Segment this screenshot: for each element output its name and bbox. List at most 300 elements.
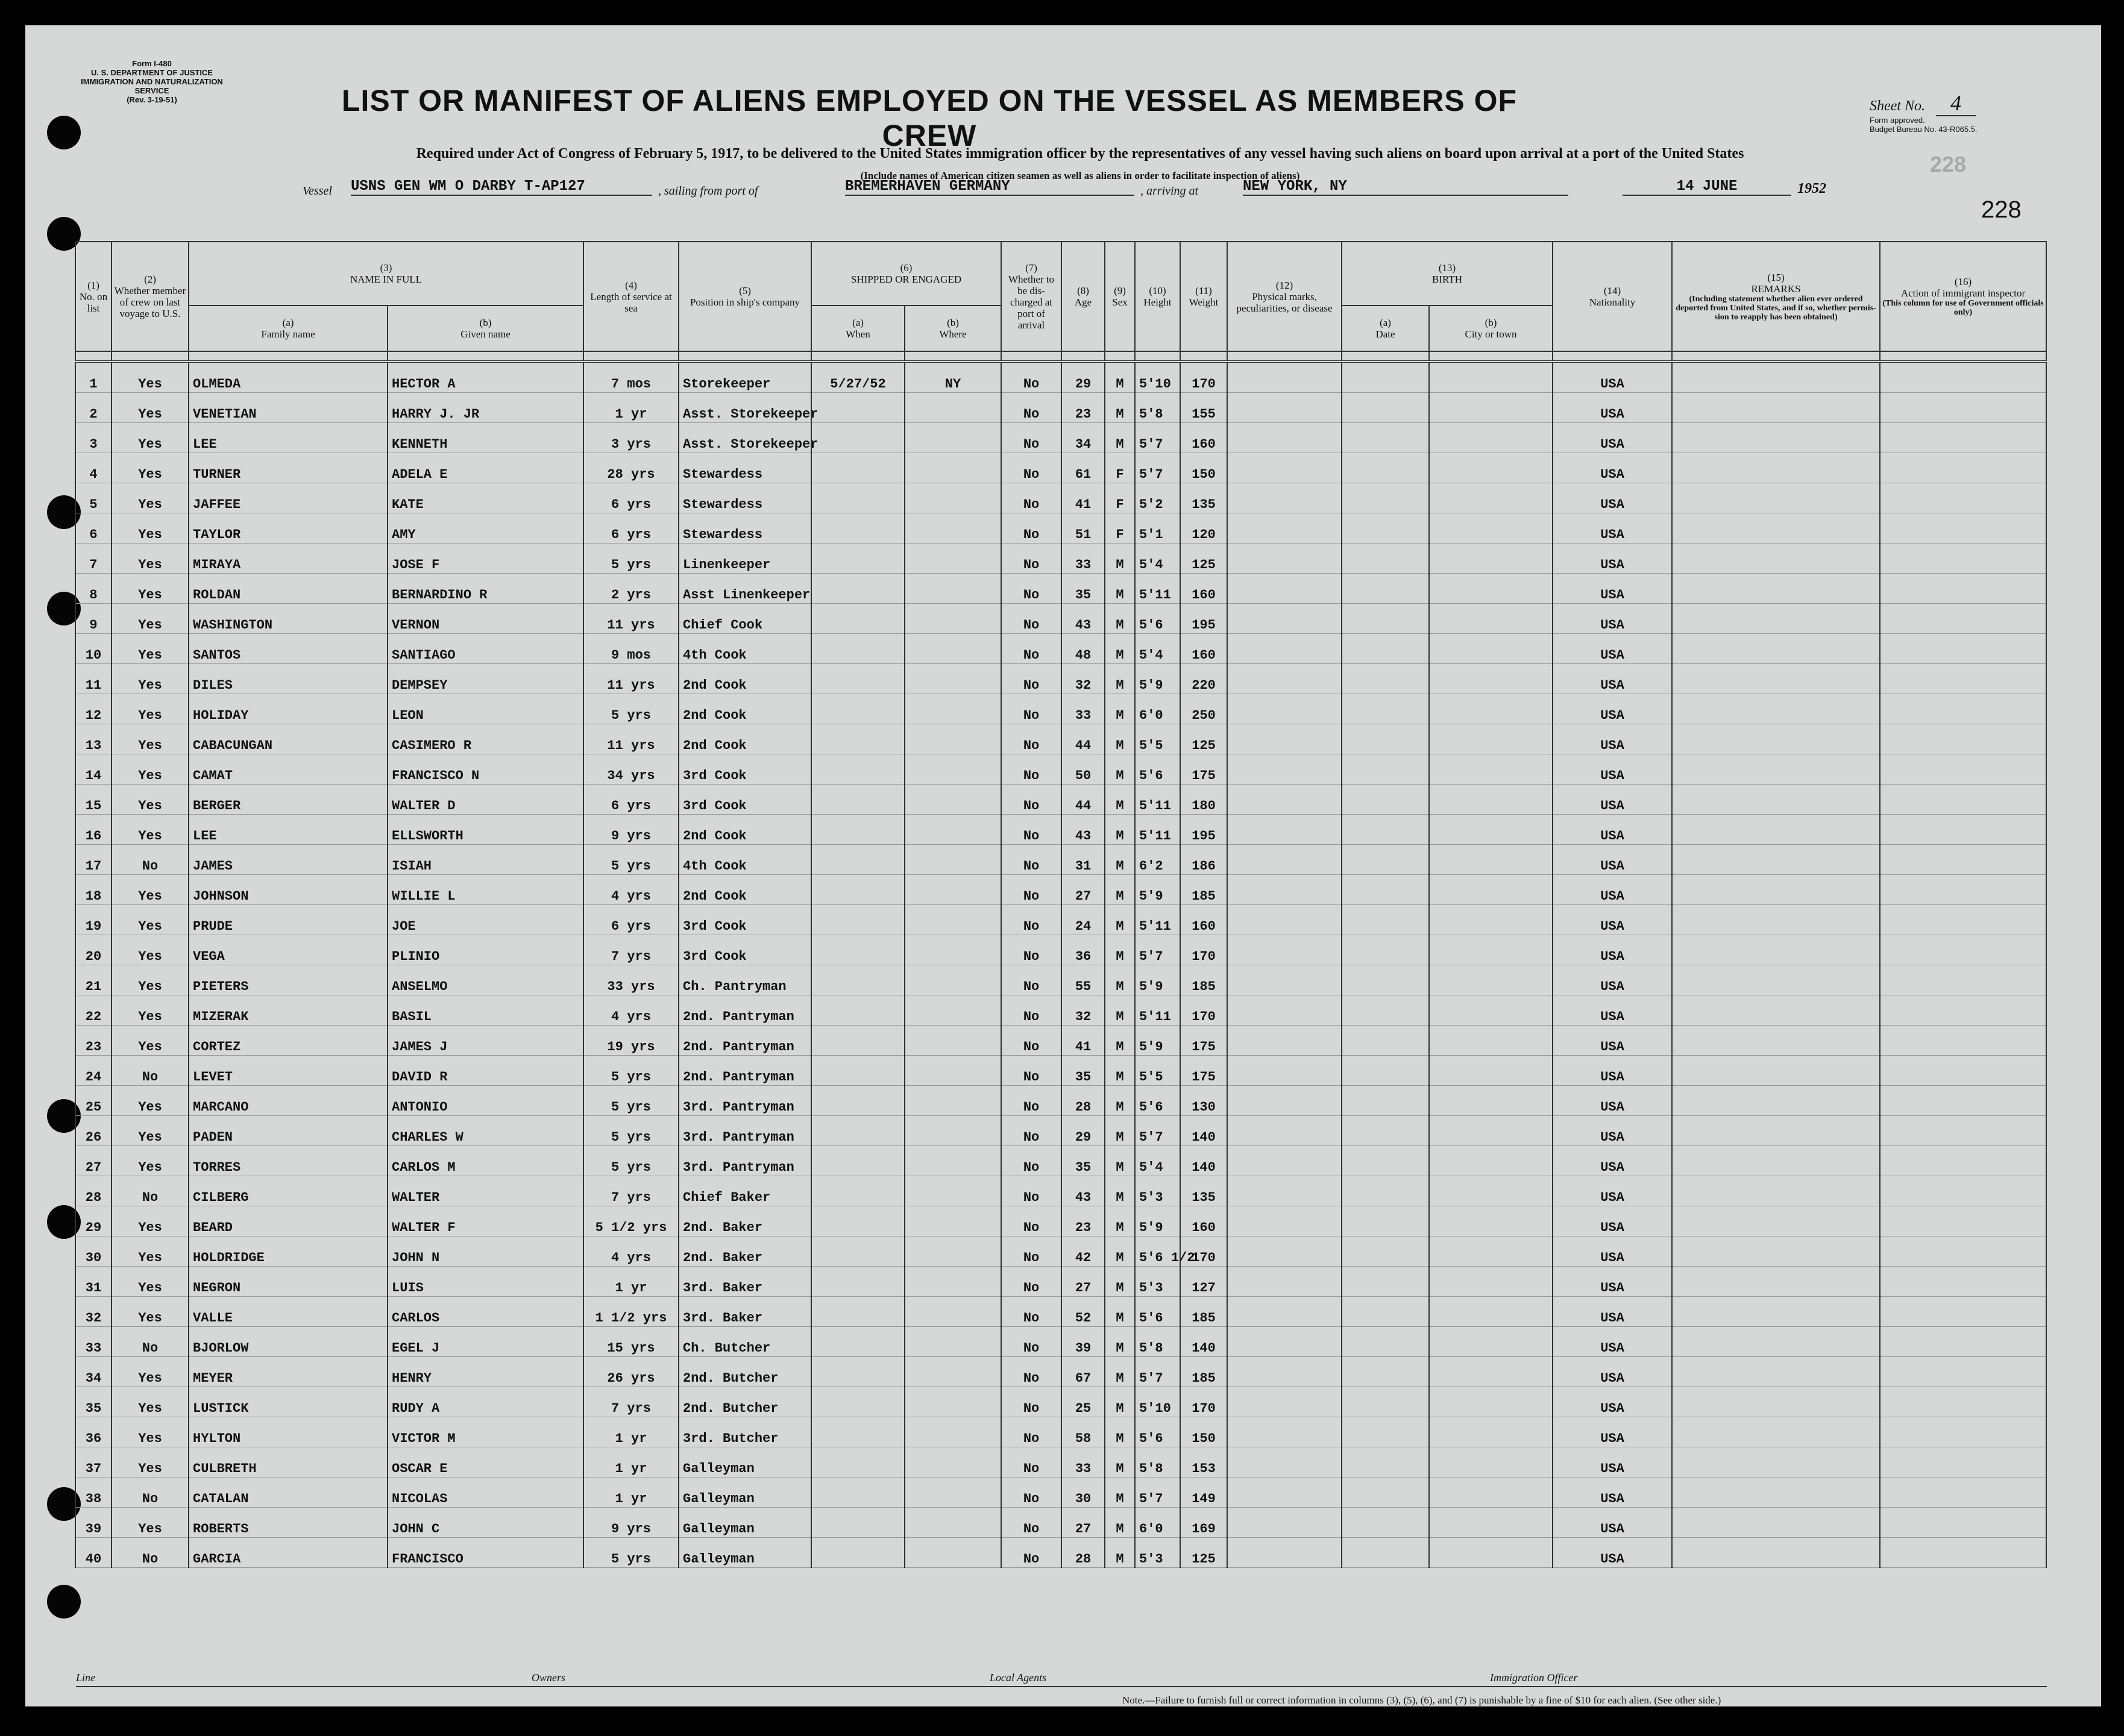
cell-service-length: 7 yrs <box>583 935 679 965</box>
table-row <box>75 694 2046 724</box>
cell-remarks <box>1672 1236 1880 1267</box>
cell-last-voyage: Yes <box>112 362 189 393</box>
footer-owners-label: Owners <box>532 1672 566 1684</box>
cell-birth-city <box>1429 965 1553 995</box>
cell-discharge: No <box>1001 1206 1061 1236</box>
cell-age: 61 <box>1061 453 1105 483</box>
cell-birth-city <box>1429 1146 1553 1176</box>
document-title: LIST OR MANIFEST OF ALIENS EMPLOYED ON THE VESSEL AS MEMBERS OF CREW <box>341 84 1518 152</box>
cell-physical-marks <box>1227 845 1342 875</box>
cell-inspector-action <box>1880 1236 2046 1267</box>
cell-shipped-where <box>905 604 1001 634</box>
cell-remarks <box>1672 1477 1880 1508</box>
cell-shipped-when <box>811 1146 905 1176</box>
sheet-number-field <box>1870 90 1976 116</box>
cell-discharge: No <box>1001 574 1061 604</box>
cell-service-length: 5 yrs <box>583 1538 679 1568</box>
cell-sex: M <box>1105 1508 1135 1538</box>
cell-list-number: 33 <box>75 1327 112 1357</box>
arrival-date: 14 JUNE <box>1623 178 1791 196</box>
col-weight: (11) Weight <box>1180 242 1227 351</box>
cell-remarks <box>1672 1508 1880 1538</box>
cell-inspector-action <box>1880 875 2046 905</box>
cell-weight: 185 <box>1180 1297 1227 1327</box>
cell-inspector-action <box>1880 544 2046 574</box>
cell-service-length: 34 yrs <box>583 754 679 785</box>
cell-height: 5'6 <box>1135 754 1180 785</box>
cell-birth-city <box>1429 1026 1553 1056</box>
cell-physical-marks <box>1227 1387 1342 1417</box>
cell-service-length: 11 yrs <box>583 664 679 694</box>
table-row <box>75 393 2046 423</box>
cell-weight: 250 <box>1180 694 1227 724</box>
cell-given-name: OSCAR E <box>388 1447 583 1477</box>
cell-remarks <box>1672 1146 1880 1176</box>
cell-discharge: No <box>1001 1176 1061 1206</box>
cell-birth-city <box>1429 634 1553 664</box>
vessel-name: USNS GEN WM O DARBY T-AP127 <box>351 178 652 196</box>
cell-weight: 135 <box>1180 483 1227 513</box>
cell-given-name: NICOLAS <box>388 1477 583 1508</box>
cell-birth-date <box>1342 1447 1429 1477</box>
cell-remarks <box>1672 1327 1880 1357</box>
cell-shipped-when <box>811 1357 905 1387</box>
cell-list-number: 6 <box>75 513 112 544</box>
cell-sex: M <box>1105 1327 1135 1357</box>
cell-shipped-where: NY <box>905 362 1001 393</box>
cell-nationality: USA <box>1553 754 1672 785</box>
cell-inspector-action <box>1880 815 2046 845</box>
cell-nationality: USA <box>1553 965 1672 995</box>
legal-authority: Required under Act of Congress of February 5, 1917, to be delivered to the United States immigration officer by the representatives of any vessel having such aliens on board upon arrival at a port of the United States <box>416 146 1744 161</box>
cell-height: 5'7 <box>1135 423 1180 453</box>
cell-position: 2nd. Pantryman <box>679 995 811 1026</box>
cell-list-number: 37 <box>75 1447 112 1477</box>
cell-family-name: MEYER <box>189 1357 388 1387</box>
cell-birth-date <box>1342 423 1429 453</box>
cell-shipped-when <box>811 513 905 544</box>
cell-last-voyage: Yes <box>112 423 189 453</box>
cell-remarks <box>1672 1297 1880 1327</box>
cell-birth-date <box>1342 815 1429 845</box>
table-row <box>75 1236 2046 1267</box>
cell-weight: 160 <box>1180 634 1227 664</box>
cell-weight: 186 <box>1180 845 1227 875</box>
cell-weight: 160 <box>1180 574 1227 604</box>
cell-shipped-when <box>811 604 905 634</box>
table-row <box>75 1086 2046 1116</box>
cell-birth-date <box>1342 1116 1429 1146</box>
cell-height: 6'0 <box>1135 1508 1180 1538</box>
cell-sex: M <box>1105 754 1135 785</box>
cell-height: 5'1 <box>1135 513 1180 544</box>
cell-discharge: No <box>1001 1477 1061 1508</box>
cell-weight: 153 <box>1180 1447 1227 1477</box>
cell-inspector-action <box>1880 965 2046 995</box>
cell-birth-date <box>1342 1146 1429 1176</box>
cell-shipped-where <box>905 875 1001 905</box>
cell-service-length: 9 mos <box>583 634 679 664</box>
cell-age: 32 <box>1061 995 1105 1026</box>
table-row <box>75 1357 2046 1387</box>
cell-list-number: 34 <box>75 1357 112 1387</box>
header-separator <box>75 351 2046 362</box>
col-family-name: (a) Family name <box>189 306 388 351</box>
cell-discharge: No <box>1001 634 1061 664</box>
cell-service-length: 28 yrs <box>583 453 679 483</box>
cell-discharge: No <box>1001 845 1061 875</box>
table-row <box>75 1477 2046 1508</box>
cell-inspector-action <box>1880 905 2046 935</box>
cell-last-voyage: Yes <box>112 604 189 634</box>
footer-line-label: Line <box>76 1672 96 1684</box>
cell-discharge: No <box>1001 724 1061 754</box>
cell-weight: 175 <box>1180 754 1227 785</box>
cell-last-voyage: Yes <box>112 1116 189 1146</box>
table-row <box>75 1387 2046 1417</box>
cell-family-name: BJORLOW <box>189 1327 388 1357</box>
cell-birth-city <box>1429 1357 1553 1387</box>
cell-family-name: OLMEDA <box>189 362 388 393</box>
cell-shipped-when <box>811 1206 905 1236</box>
cell-age: 41 <box>1061 483 1105 513</box>
col-sex: (9) Sex <box>1105 242 1135 351</box>
cell-position: 3rd Cook <box>679 935 811 965</box>
col-physical-marks: (12) Physical marks, peculiarities, or disease <box>1227 242 1342 351</box>
cell-position: 2nd Cook <box>679 724 811 754</box>
cell-physical-marks <box>1227 664 1342 694</box>
cell-birth-city <box>1429 604 1553 634</box>
budget-approval <box>1870 116 2087 134</box>
cell-height: 5'11 <box>1135 995 1180 1026</box>
cell-remarks <box>1672 785 1880 815</box>
cell-shipped-where <box>905 1026 1001 1056</box>
cell-age: 23 <box>1061 1206 1105 1236</box>
cell-inspector-action <box>1880 1146 2046 1176</box>
cell-sex: M <box>1105 1116 1135 1146</box>
crew-manifest-table <box>75 241 2047 1568</box>
table-row <box>75 1538 2046 1568</box>
cell-position: Chief Cook <box>679 604 811 634</box>
cell-shipped-where <box>905 634 1001 664</box>
cell-position: 2nd. Baker <box>679 1236 811 1267</box>
cell-shipped-when <box>811 754 905 785</box>
cell-weight: 220 <box>1180 664 1227 694</box>
cell-position: 3rd Cook <box>679 754 811 785</box>
cell-weight: 125 <box>1180 724 1227 754</box>
cell-list-number: 3 <box>75 423 112 453</box>
cell-sex: M <box>1105 574 1135 604</box>
cell-last-voyage: Yes <box>112 1206 189 1236</box>
cell-weight: 185 <box>1180 875 1227 905</box>
cell-birth-date <box>1342 574 1429 604</box>
table-row <box>75 544 2046 574</box>
cell-inspector-action <box>1880 1086 2046 1116</box>
table-row <box>75 1056 2046 1086</box>
cell-remarks <box>1672 483 1880 513</box>
cell-birth-city <box>1429 513 1553 544</box>
cell-given-name: KENNETH <box>388 423 583 453</box>
cell-list-number: 8 <box>75 574 112 604</box>
cell-shipped-where <box>905 965 1001 995</box>
cell-sex: F <box>1105 483 1135 513</box>
cell-nationality: USA <box>1553 513 1672 544</box>
cell-height: 5'5 <box>1135 724 1180 754</box>
cell-birth-city <box>1429 724 1553 754</box>
cell-height: 5'9 <box>1135 875 1180 905</box>
cell-sex: M <box>1105 1176 1135 1206</box>
cell-birth-date <box>1342 1327 1429 1357</box>
revision-date: (Rev. 3-19-51) <box>127 95 177 104</box>
table-row <box>75 362 2046 393</box>
cell-given-name: KATE <box>388 483 583 513</box>
cell-inspector-action <box>1880 754 2046 785</box>
cell-family-name: GARCIA <box>189 1538 388 1568</box>
cell-given-name: SANTIAGO <box>388 634 583 664</box>
cell-age: 35 <box>1061 1056 1105 1086</box>
cell-remarks <box>1672 1387 1880 1417</box>
cell-remarks <box>1672 935 1880 965</box>
cell-position: Stewardess <box>679 483 811 513</box>
cell-shipped-where <box>905 1417 1001 1447</box>
cell-birth-city <box>1429 574 1553 604</box>
cell-inspector-action <box>1880 1477 2046 1508</box>
cell-nationality: USA <box>1553 815 1672 845</box>
cell-service-length: 6 yrs <box>583 785 679 815</box>
cell-shipped-when <box>811 1447 905 1477</box>
cell-birth-city <box>1429 453 1553 483</box>
cell-list-number: 10 <box>75 634 112 664</box>
cell-birth-city <box>1429 875 1553 905</box>
cell-sex: F <box>1105 513 1135 544</box>
table-row <box>75 1327 2046 1357</box>
cell-last-voyage: No <box>112 1327 189 1357</box>
cell-birth-city <box>1429 845 1553 875</box>
cell-discharge: No <box>1001 1357 1061 1387</box>
cell-height: 5'2 <box>1135 483 1180 513</box>
sheet-number: 4 <box>1936 91 1976 116</box>
cell-sex: M <box>1105 544 1135 574</box>
cell-birth-city <box>1429 1236 1553 1267</box>
cell-height: 5'8 <box>1135 1447 1180 1477</box>
cell-list-number: 20 <box>75 935 112 965</box>
cell-birth-city <box>1429 1116 1553 1146</box>
cell-weight: 155 <box>1180 393 1227 423</box>
cell-given-name: AMY <box>388 513 583 544</box>
cell-service-length: 4 yrs <box>583 1236 679 1267</box>
cell-weight: 120 <box>1180 513 1227 544</box>
cell-physical-marks <box>1227 1206 1342 1236</box>
cell-shipped-where <box>905 453 1001 483</box>
col-age: (8) Age <box>1061 242 1105 351</box>
cell-birth-city <box>1429 362 1553 393</box>
cell-age: 55 <box>1061 965 1105 995</box>
cell-discharge: No <box>1001 694 1061 724</box>
cell-weight: 195 <box>1180 815 1227 845</box>
cell-service-length: 5 yrs <box>583 845 679 875</box>
cell-shipped-when <box>811 1508 905 1538</box>
cell-last-voyage: No <box>112 1477 189 1508</box>
cell-inspector-action <box>1880 1176 2046 1206</box>
cell-physical-marks <box>1227 785 1342 815</box>
cell-inspector-action <box>1880 483 2046 513</box>
cell-family-name: NEGRON <box>189 1267 388 1297</box>
cell-nationality: USA <box>1553 483 1672 513</box>
table-row <box>75 604 2046 634</box>
cell-shipped-when <box>811 845 905 875</box>
footer-immigration-officer-label: Immigration Officer <box>1490 1672 1578 1684</box>
cell-height: 6'2 <box>1135 845 1180 875</box>
cell-age: 43 <box>1061 604 1105 634</box>
cell-shipped-when <box>811 483 905 513</box>
table-row <box>75 1508 2046 1538</box>
cell-birth-date <box>1342 664 1429 694</box>
cell-last-voyage: Yes <box>112 393 189 423</box>
footer-note: Note.—Failure to furnish full or correct information in columns (3), (5), (6), and (7) is punishable by a fine of $10 for each alien. (See other side.) <box>1122 1694 1721 1706</box>
cell-list-number: 1 <box>75 362 112 393</box>
table-row <box>75 1116 2046 1146</box>
cell-shipped-when <box>811 453 905 483</box>
col-name-in-full: (3) NAME IN FULL <box>189 242 583 306</box>
cell-birth-city <box>1429 1477 1553 1508</box>
cell-list-number: 36 <box>75 1417 112 1447</box>
budget-bureau-text: Budget Bureau No. 43-R065.5. <box>1870 125 1978 134</box>
cell-list-number: 24 <box>75 1056 112 1086</box>
col-birth-city: (b) City or town <box>1429 306 1553 351</box>
table-row <box>75 634 2046 664</box>
cell-family-name: CORTEZ <box>189 1026 388 1056</box>
cell-physical-marks <box>1227 1538 1342 1568</box>
cell-shipped-where <box>905 995 1001 1026</box>
cell-nationality: USA <box>1553 845 1672 875</box>
cell-birth-date <box>1342 453 1429 483</box>
cell-nationality: USA <box>1553 1116 1672 1146</box>
cell-list-number: 26 <box>75 1116 112 1146</box>
cell-age: 35 <box>1061 574 1105 604</box>
cell-physical-marks <box>1227 995 1342 1026</box>
cell-shipped-where <box>905 1056 1001 1086</box>
cell-last-voyage: Yes <box>112 1026 189 1056</box>
cell-discharge: No <box>1001 875 1061 905</box>
cell-last-voyage: Yes <box>112 1086 189 1116</box>
cell-height: 5'3 <box>1135 1538 1180 1568</box>
cell-inspector-action <box>1880 1387 2046 1417</box>
cell-nationality: USA <box>1553 1026 1672 1056</box>
cell-discharge: No <box>1001 1236 1061 1267</box>
cell-list-number: 19 <box>75 905 112 935</box>
cell-service-length: 5 yrs <box>583 1056 679 1086</box>
cell-sex: M <box>1105 1267 1135 1297</box>
cell-last-voyage: Yes <box>112 483 189 513</box>
cell-shipped-where <box>905 1477 1001 1508</box>
cell-weight: 160 <box>1180 1206 1227 1236</box>
cell-birth-date <box>1342 754 1429 785</box>
table-row <box>75 1297 2046 1327</box>
cell-family-name: VALLE <box>189 1297 388 1327</box>
cell-birth-city <box>1429 1176 1553 1206</box>
cell-height: 5'11 <box>1135 574 1180 604</box>
cell-shipped-when <box>811 1477 905 1508</box>
crew-rows <box>75 362 2046 1568</box>
cell-family-name: WASHINGTON <box>189 604 388 634</box>
form-number: Form I-480 <box>132 59 172 68</box>
cell-last-voyage: No <box>112 845 189 875</box>
cell-physical-marks <box>1227 965 1342 995</box>
cell-physical-marks <box>1227 604 1342 634</box>
cell-service-length: 7 yrs <box>583 1176 679 1206</box>
cell-given-name: WALTER <box>388 1176 583 1206</box>
cell-shipped-when <box>811 544 905 574</box>
cell-age: 41 <box>1061 1026 1105 1056</box>
cell-remarks <box>1672 1116 1880 1146</box>
cell-last-voyage: No <box>112 1538 189 1568</box>
cell-last-voyage: No <box>112 1176 189 1206</box>
cell-remarks <box>1672 965 1880 995</box>
cell-list-number: 9 <box>75 604 112 634</box>
table-row <box>75 1417 2046 1447</box>
cell-list-number: 38 <box>75 1477 112 1508</box>
cell-service-length: 3 yrs <box>583 423 679 453</box>
cell-birth-date <box>1342 1357 1429 1387</box>
cell-sex: M <box>1105 362 1135 393</box>
cell-nationality: USA <box>1553 1236 1672 1267</box>
cell-nationality: USA <box>1553 1327 1672 1357</box>
cell-inspector-action <box>1880 845 2046 875</box>
cell-shipped-when <box>811 1236 905 1267</box>
cell-inspector-action <box>1880 634 2046 664</box>
cell-physical-marks <box>1227 1086 1342 1116</box>
cell-position: 3rd. Baker <box>679 1297 811 1327</box>
cell-discharge: No <box>1001 604 1061 634</box>
cell-age: 35 <box>1061 1146 1105 1176</box>
cell-inspector-action <box>1880 935 2046 965</box>
cell-shipped-where <box>905 664 1001 694</box>
cell-service-length: 1 1/2 yrs <box>583 1297 679 1327</box>
cell-inspector-action <box>1880 1297 2046 1327</box>
cell-last-voyage: Yes <box>112 453 189 483</box>
cell-list-number: 2 <box>75 393 112 423</box>
cell-last-voyage: No <box>112 1056 189 1086</box>
cell-last-voyage: Yes <box>112 1508 189 1538</box>
cell-remarks <box>1672 1538 1880 1568</box>
cell-inspector-action <box>1880 694 2046 724</box>
cell-inspector-action <box>1880 393 2046 423</box>
cell-family-name: LEE <box>189 815 388 845</box>
cell-shipped-when <box>811 724 905 754</box>
manifest-page <box>25 25 2101 1706</box>
cell-sex: M <box>1105 995 1135 1026</box>
cell-family-name: VENETIAN <box>189 393 388 423</box>
cell-nationality: USA <box>1553 694 1672 724</box>
cell-nationality: USA <box>1553 785 1672 815</box>
cell-nationality: USA <box>1553 604 1672 634</box>
cell-sex: M <box>1105 845 1135 875</box>
cell-physical-marks <box>1227 1327 1342 1357</box>
cell-service-length: 11 yrs <box>583 724 679 754</box>
cell-physical-marks <box>1227 1477 1342 1508</box>
cell-position: 4th Cook <box>679 845 811 875</box>
cell-height: 5'9 <box>1135 664 1180 694</box>
cell-birth-city <box>1429 785 1553 815</box>
cell-sex: M <box>1105 1357 1135 1387</box>
cell-physical-marks <box>1227 1297 1342 1327</box>
cell-shipped-when <box>811 1267 905 1297</box>
cell-family-name: VEGA <box>189 935 388 965</box>
cell-shipped-where <box>905 1267 1001 1297</box>
cell-physical-marks <box>1227 544 1342 574</box>
cell-height: 5'5 <box>1135 1056 1180 1086</box>
table-row <box>75 483 2046 513</box>
